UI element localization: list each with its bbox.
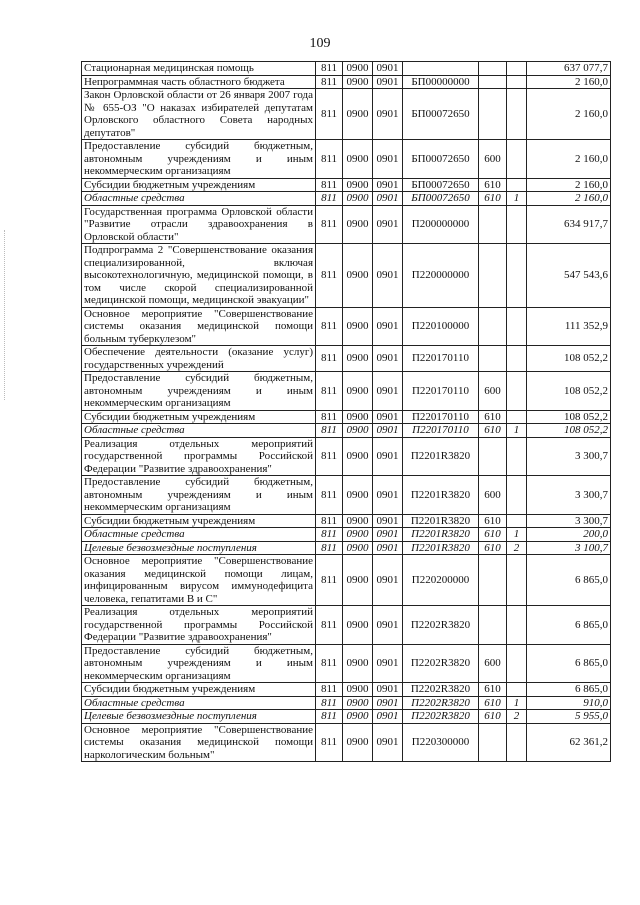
dept-code-cell: 811	[316, 696, 343, 710]
expense-type-code-cell: 610	[479, 710, 507, 724]
target-article-code-cell: П2202R3820	[403, 683, 479, 697]
table-row	[82, 75, 611, 89]
amount-cell: 6 865,0	[527, 606, 611, 645]
expense-type-code-cell: 610	[479, 541, 507, 555]
row-name-cell: Непрограммная часть областного бюджета	[82, 75, 316, 89]
table-row	[82, 476, 611, 515]
subsection-code-cell: 0901	[373, 696, 403, 710]
dept-code-cell: 811	[316, 683, 343, 697]
row-name-cell: Областные средства	[82, 424, 316, 438]
dept-code-cell: 811	[316, 644, 343, 683]
target-article-code-cell: П2202R3820	[403, 644, 479, 683]
funding-source-code-cell: 2	[507, 541, 527, 555]
table-row	[82, 437, 611, 476]
funding-source-code-cell	[507, 644, 527, 683]
table-row	[82, 346, 611, 372]
expense-type-code-cell: 610	[479, 424, 507, 438]
row-name-cell: Государственная программа Орловской области "Развитие отрасли здравоохранения в Орловской области"	[82, 205, 316, 244]
row-name-cell: Предоставление субсидий бюджетным, автономным учреждениям и иным некоммерческим организациям	[82, 476, 316, 515]
target-article-code-cell: П2201R3820	[403, 541, 479, 555]
target-article-code-cell	[403, 62, 479, 76]
dept-code-cell: 811	[316, 723, 343, 762]
subsection-code-cell: 0901	[373, 710, 403, 724]
scan-margin-mark	[4, 230, 7, 400]
section-code-cell: 0900	[343, 346, 373, 372]
section-code-cell: 0900	[343, 205, 373, 244]
section-code-cell: 0900	[343, 528, 373, 542]
section-code-cell: 0900	[343, 437, 373, 476]
amount-cell: 2 160,0	[527, 89, 611, 140]
section-code-cell: 0900	[343, 75, 373, 89]
subsection-code-cell: 0901	[373, 62, 403, 76]
row-name-cell: Закон Орловской области от 26 января 2007 года № 655-ОЗ "О наказах избирателей депутатам Орловского областного Совета народных депутатов"	[82, 89, 316, 140]
table-row	[82, 683, 611, 697]
section-code-cell: 0900	[343, 476, 373, 515]
amount-cell: 3 300,7	[527, 514, 611, 528]
amount-cell: 547 543,6	[527, 244, 611, 308]
funding-source-code-cell	[507, 410, 527, 424]
funding-source-code-cell	[507, 372, 527, 411]
row-name-cell: Подпрограмма 2 "Совершенствование оказания специализированной, включая высокотехнологичную, медицинской помощи, в том числе скорой специализированной медицинской помощи, медицинской эвакуации"	[82, 244, 316, 308]
expense-type-code-cell: 600	[479, 476, 507, 515]
row-name-cell: Основное мероприятие "Совершенствование системы оказания медицинской помощи больным туберкулезом"	[82, 307, 316, 346]
funding-source-code-cell	[507, 555, 527, 606]
section-code-cell: 0900	[343, 62, 373, 76]
dept-code-cell: 811	[316, 140, 343, 179]
subsection-code-cell: 0901	[373, 424, 403, 438]
section-code-cell: 0900	[343, 244, 373, 308]
dept-code-cell: 811	[316, 710, 343, 724]
table-row	[82, 723, 611, 762]
target-article-code-cell: П220170110	[403, 410, 479, 424]
target-article-code-cell: П220170110	[403, 346, 479, 372]
target-article-code-cell: П2201R3820	[403, 514, 479, 528]
expense-type-code-cell: 610	[479, 192, 507, 206]
expense-type-code-cell	[479, 205, 507, 244]
subsection-code-cell: 0901	[373, 205, 403, 244]
expense-type-code-cell	[479, 62, 507, 76]
table-row	[82, 307, 611, 346]
amount-cell: 2 160,0	[527, 178, 611, 192]
amount-cell: 910,0	[527, 696, 611, 710]
amount-cell: 6 865,0	[527, 644, 611, 683]
subsection-code-cell: 0901	[373, 683, 403, 697]
target-article-code-cell: П2201R3820	[403, 437, 479, 476]
table-row	[82, 140, 611, 179]
dept-code-cell: 811	[316, 514, 343, 528]
row-name-cell: Основное мероприятие "Совершенствование оказания медицинской помощи лицам, инфицированным вирусом иммунодефицита человека, гепатитами B и C"	[82, 555, 316, 606]
amount-cell: 108 052,2	[527, 346, 611, 372]
row-name-cell: Стационарная медицинская помощь	[82, 62, 316, 76]
section-code-cell: 0900	[343, 307, 373, 346]
funding-source-code-cell	[507, 75, 527, 89]
table-row	[82, 424, 611, 438]
dept-code-cell: 811	[316, 244, 343, 308]
section-code-cell: 0900	[343, 178, 373, 192]
target-article-code-cell: БП00072650	[403, 89, 479, 140]
funding-source-code-cell: 1	[507, 528, 527, 542]
page-number: 109	[309, 36, 331, 51]
target-article-code-cell: БП00072650	[403, 140, 479, 179]
subsection-code-cell: 0901	[373, 528, 403, 542]
funding-source-code-cell	[507, 437, 527, 476]
subsection-code-cell: 0901	[373, 307, 403, 346]
target-article-code-cell: П220000000	[403, 244, 479, 308]
table-row	[82, 696, 611, 710]
table-row	[82, 606, 611, 645]
funding-source-code-cell	[507, 476, 527, 515]
expense-type-code-cell: 600	[479, 372, 507, 411]
section-code-cell: 0900	[343, 555, 373, 606]
subsection-code-cell: 0901	[373, 346, 403, 372]
section-code-cell: 0900	[343, 723, 373, 762]
dept-code-cell: 811	[316, 541, 343, 555]
funding-source-code-cell: 1	[507, 696, 527, 710]
subsection-code-cell: 0901	[373, 192, 403, 206]
dept-code-cell: 811	[316, 346, 343, 372]
funding-source-code-cell: 1	[507, 424, 527, 438]
row-name-cell: Предоставление субсидий бюджетным, автономным учреждениям и иным некоммерческим организациям	[82, 140, 316, 179]
expense-type-code-cell	[479, 555, 507, 606]
target-article-code-cell: П2202R3820	[403, 606, 479, 645]
dept-code-cell: 811	[316, 606, 343, 645]
amount-cell: 6 865,0	[527, 555, 611, 606]
funding-source-code-cell	[507, 514, 527, 528]
funding-source-code-cell	[507, 307, 527, 346]
row-name-cell: Областные средства	[82, 528, 316, 542]
section-code-cell: 0900	[343, 683, 373, 697]
table-row	[82, 644, 611, 683]
table-row	[82, 710, 611, 724]
target-article-code-cell: П2202R3820	[403, 710, 479, 724]
expense-type-code-cell	[479, 75, 507, 89]
row-name-cell: Субсидии бюджетным учреждениям	[82, 514, 316, 528]
target-article-code-cell: П220100000	[403, 307, 479, 346]
row-name-cell: Предоставление субсидий бюджетным, автономным учреждениям и иным некоммерческим организациям	[82, 644, 316, 683]
table-row	[82, 62, 611, 76]
table-row	[82, 178, 611, 192]
section-code-cell: 0900	[343, 410, 373, 424]
amount-cell: 200,0	[527, 528, 611, 542]
amount-cell: 2 160,0	[527, 140, 611, 179]
amount-cell: 2 160,0	[527, 75, 611, 89]
dept-code-cell: 811	[316, 528, 343, 542]
expense-type-code-cell: 610	[479, 514, 507, 528]
funding-source-code-cell	[507, 244, 527, 308]
dept-code-cell: 811	[316, 372, 343, 411]
expense-type-code-cell	[479, 307, 507, 346]
expense-type-code-cell: 600	[479, 644, 507, 683]
subsection-code-cell: 0901	[373, 514, 403, 528]
table-row	[82, 205, 611, 244]
expense-type-code-cell: 610	[479, 528, 507, 542]
subsection-code-cell: 0901	[373, 541, 403, 555]
row-name-cell: Реализация отдельных мероприятий государственной программы Российской Федерации "Развитие здравоохранения"	[82, 606, 316, 645]
expense-type-code-cell: 610	[479, 410, 507, 424]
row-name-cell: Субсидии бюджетным учреждениям	[82, 683, 316, 697]
row-name-cell: Областные средства	[82, 192, 316, 206]
subsection-code-cell: 0901	[373, 606, 403, 645]
table-row	[82, 372, 611, 411]
amount-cell: 108 052,2	[527, 372, 611, 411]
budget-table	[81, 61, 611, 762]
target-article-code-cell: П2201R3820	[403, 476, 479, 515]
funding-source-code-cell: 2	[507, 710, 527, 724]
funding-source-code-cell	[507, 205, 527, 244]
subsection-code-cell: 0901	[373, 178, 403, 192]
expense-type-code-cell	[479, 89, 507, 140]
table-row	[82, 555, 611, 606]
amount-cell: 6 865,0	[527, 683, 611, 697]
row-name-cell: Субсидии бюджетным учреждениям	[82, 178, 316, 192]
table-row	[82, 410, 611, 424]
target-article-code-cell: П200000000	[403, 205, 479, 244]
expense-type-code-cell: 600	[479, 140, 507, 179]
expense-type-code-cell	[479, 244, 507, 308]
section-code-cell: 0900	[343, 192, 373, 206]
amount-cell: 3 300,7	[527, 476, 611, 515]
amount-cell: 2 160,0	[527, 192, 611, 206]
dept-code-cell: 811	[316, 205, 343, 244]
expense-type-code-cell	[479, 346, 507, 372]
funding-source-code-cell	[507, 140, 527, 179]
section-code-cell: 0900	[343, 606, 373, 645]
expense-type-code-cell: 610	[479, 683, 507, 697]
dept-code-cell: 811	[316, 89, 343, 140]
section-code-cell: 0900	[343, 541, 373, 555]
subsection-code-cell: 0901	[373, 89, 403, 140]
funding-source-code-cell	[507, 346, 527, 372]
dept-code-cell: 811	[316, 192, 343, 206]
row-name-cell: Целевые безвозмездные поступления	[82, 541, 316, 555]
expense-type-code-cell	[479, 723, 507, 762]
subsection-code-cell: 0901	[373, 372, 403, 411]
expense-type-code-cell: 610	[479, 178, 507, 192]
dept-code-cell: 811	[316, 62, 343, 76]
section-code-cell: 0900	[343, 140, 373, 179]
dept-code-cell: 811	[316, 555, 343, 606]
row-name-cell: Предоставление субсидий бюджетным, автономным учреждениям и иным некоммерческим организациям	[82, 372, 316, 411]
row-name-cell: Областные средства	[82, 696, 316, 710]
budget-table-body	[82, 62, 611, 762]
target-article-code-cell: П220170110	[403, 372, 479, 411]
section-code-cell: 0900	[343, 644, 373, 683]
target-article-code-cell: П2201R3820	[403, 528, 479, 542]
dept-code-cell: 811	[316, 424, 343, 438]
funding-source-code-cell	[507, 62, 527, 76]
amount-cell: 5 955,0	[527, 710, 611, 724]
row-name-cell: Реализация отдельных мероприятий государственной программы Российской Федерации "Развитие здравоохранения"	[82, 437, 316, 476]
table-row	[82, 514, 611, 528]
subsection-code-cell: 0901	[373, 555, 403, 606]
target-article-code-cell: БП00072650	[403, 178, 479, 192]
dept-code-cell: 811	[316, 75, 343, 89]
subsection-code-cell: 0901	[373, 476, 403, 515]
subsection-code-cell: 0901	[373, 244, 403, 308]
subsection-code-cell: 0901	[373, 410, 403, 424]
dept-code-cell: 811	[316, 410, 343, 424]
amount-cell: 3 100,7	[527, 541, 611, 555]
table-row	[82, 244, 611, 308]
row-name-cell: Обеспечение деятельности (оказание услуг) государственных учреждений	[82, 346, 316, 372]
target-article-code-cell: БП00000000	[403, 75, 479, 89]
target-article-code-cell: БП00072650	[403, 192, 479, 206]
target-article-code-cell: П220200000	[403, 555, 479, 606]
expense-type-code-cell	[479, 606, 507, 645]
amount-cell: 3 300,7	[527, 437, 611, 476]
subsection-code-cell: 0901	[373, 644, 403, 683]
table-row	[82, 528, 611, 542]
funding-source-code-cell	[507, 723, 527, 762]
funding-source-code-cell	[507, 89, 527, 140]
target-article-code-cell: П220300000	[403, 723, 479, 762]
section-code-cell: 0900	[343, 424, 373, 438]
table-row	[82, 541, 611, 555]
amount-cell: 634 917,7	[527, 205, 611, 244]
row-name-cell: Целевые безвозмездные поступления	[82, 710, 316, 724]
subsection-code-cell: 0901	[373, 75, 403, 89]
funding-source-code-cell	[507, 683, 527, 697]
table-row	[82, 89, 611, 140]
dept-code-cell: 811	[316, 178, 343, 192]
subsection-code-cell: 0901	[373, 723, 403, 762]
target-article-code-cell: П220170110	[403, 424, 479, 438]
row-name-cell: Основное мероприятие "Совершенствование системы оказания медицинской помощи наркологическим больным"	[82, 723, 316, 762]
dept-code-cell: 811	[316, 476, 343, 515]
section-code-cell: 0900	[343, 710, 373, 724]
expense-type-code-cell	[479, 437, 507, 476]
funding-source-code-cell	[507, 606, 527, 645]
dept-code-cell: 811	[316, 307, 343, 346]
section-code-cell: 0900	[343, 696, 373, 710]
amount-cell: 108 052,2	[527, 410, 611, 424]
section-code-cell: 0900	[343, 514, 373, 528]
target-article-code-cell: П2202R3820	[403, 696, 479, 710]
dept-code-cell: 811	[316, 437, 343, 476]
amount-cell: 108 052,2	[527, 424, 611, 438]
amount-cell: 62 361,2	[527, 723, 611, 762]
expense-type-code-cell: 610	[479, 696, 507, 710]
row-name-cell: Субсидии бюджетным учреждениям	[82, 410, 316, 424]
funding-source-code-cell	[507, 178, 527, 192]
amount-cell: 111 352,9	[527, 307, 611, 346]
amount-cell: 637 077,7	[527, 62, 611, 76]
table-row	[82, 192, 611, 206]
subsection-code-cell: 0901	[373, 140, 403, 179]
funding-source-code-cell: 1	[507, 192, 527, 206]
section-code-cell: 0900	[343, 89, 373, 140]
section-code-cell: 0900	[343, 372, 373, 411]
subsection-code-cell: 0901	[373, 437, 403, 476]
